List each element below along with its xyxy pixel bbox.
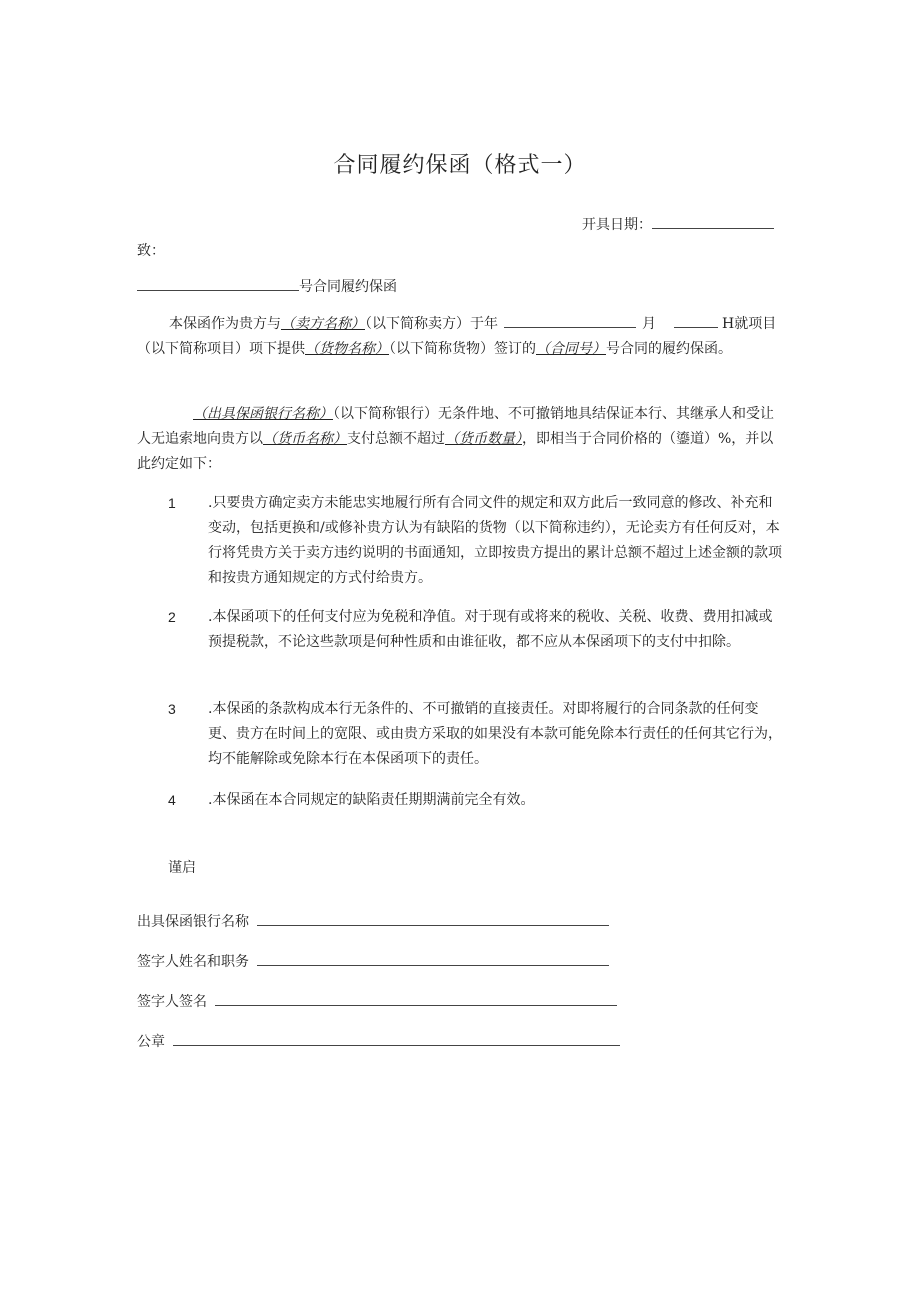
signer-signature-blank xyxy=(215,991,617,1006)
recipient-label: 致： xyxy=(137,243,165,259)
guarantee-reference-label: 号合同履约保函 xyxy=(299,279,397,295)
currency-name-placeholder: （货币名称） xyxy=(263,431,347,447)
issue-date-blank xyxy=(652,214,774,229)
bank-name-label: 出具保函银行名称 xyxy=(137,914,249,930)
clause-number: 4 xyxy=(168,792,176,808)
signer-name-label: 签字人姓名和职务 xyxy=(137,954,249,970)
clause-number: 2 xyxy=(168,609,176,625)
bank-name-blank xyxy=(257,911,609,926)
guarantee-paragraph: （出具保函银行名称）（以下简称银行）无条件地、不可撤销地具结保证本行、其继承人和受让人无追索地向贵方以（货币名称）支付总额不超过（货币数量），即相当于合同价格的（鎏道）%，并以此约定如下： xyxy=(137,406,774,472)
seal-blank xyxy=(173,1031,620,1046)
clause-item xyxy=(168,788,784,813)
guarantee-reference-line xyxy=(137,276,397,296)
bank-name-placeholder: （出具保函银行名称） xyxy=(193,406,333,422)
seal-label: 公章 xyxy=(137,1034,165,1050)
currency-amount-placeholder: （货币数量） xyxy=(445,431,522,447)
intro-paragraph: 本保函作为贵方与（卖方名称）（以下简称卖方）于年 月 H就项目（以下简称项目）项下提供（货物名称）（以下简称货物）签订的（合同号）号合同的履约保函。 xyxy=(137,312,785,362)
clause-number: 3 xyxy=(168,701,176,717)
issue-date-label: 开具日期： xyxy=(582,217,652,233)
signer-signature-line xyxy=(137,991,617,1011)
signer-name-blank xyxy=(257,951,609,966)
year-blank xyxy=(504,313,636,328)
signer-signature-label: 签字人签名 xyxy=(137,994,207,1010)
goods-name-placeholder: （货物名称） xyxy=(305,341,389,357)
clause-text: .本保函项下的任何支付应为免税和净值。对于现有或将来的税收、关税、收费、费用扣减或预提税款，不论这些款项是何种性质和由谁征收，都不应从本保函项下的支付中扣除。 xyxy=(208,609,773,650)
closing-text: 谨启 xyxy=(168,860,196,876)
clause-item xyxy=(168,605,784,655)
clause-item xyxy=(168,697,784,772)
contract-number-placeholder: （合同号） xyxy=(536,341,606,357)
day-blank xyxy=(674,313,718,328)
issue-date-line xyxy=(582,214,774,234)
signer-name-signature-line xyxy=(137,951,609,971)
clause-text: .本保函的条款构成本行无条件的、不可撤销的直接责任。对即将履行的合同条款的任何变更、贵方在时间上的宽限、或由贵方采取的如果没有本款可能免除本行责任的任何其它行为，均不能解除或免除本行在本保函项下的责任。 xyxy=(208,701,782,767)
seal-signature-line xyxy=(137,1031,620,1051)
seller-name-placeholder: （卖方名称） xyxy=(281,316,365,332)
contract-number-blank xyxy=(137,276,299,291)
clause-number: 1 xyxy=(168,495,176,511)
clause-text: .只要贵方确定卖方未能忠实地履行所有合同文件的规定和双方此后一致同意的修改、补充和变动，包括更换和/或修补贵方认为有缺陷的货物（以下简称违约），无论卖方有任何反对，本行将凭贵方关于卖方违约说明的书面通知，立即按贵方提出的累计总额不超过上述金额的款项和按贵方通知规定的方式付给贵方。 xyxy=(208,495,782,586)
bank-name-signature-line xyxy=(137,911,609,931)
page-title: 合同履约保函（格式一） xyxy=(333,153,587,178)
clause-item xyxy=(168,491,784,591)
clause-text: .本保函在本合同规定的缺陷责任期期满前完全有效。 xyxy=(208,792,535,808)
